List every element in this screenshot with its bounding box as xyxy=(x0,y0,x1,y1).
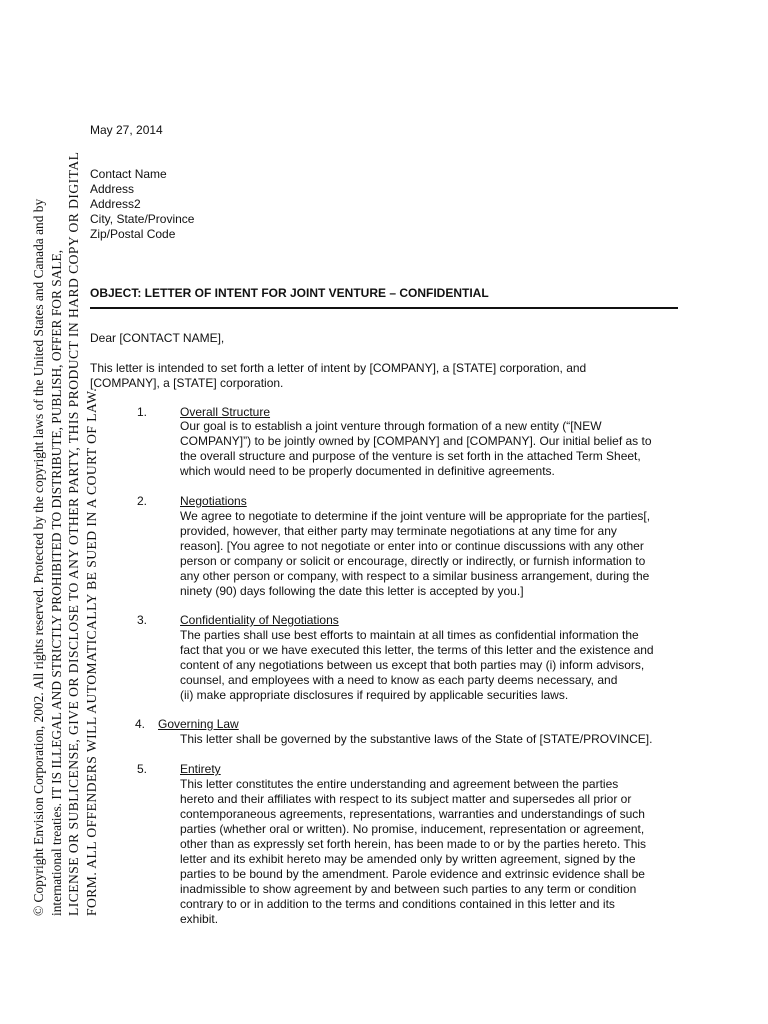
copyright-line-2: international treaties. IT IS ILLEGAL AND STRICTLY PROHIBITED TO DISTRIBUTE, PUBLISH, OFFER FOR SALE, xyxy=(48,249,64,916)
address-line: Address xyxy=(90,182,135,196)
copyright-line-4: FORM. ALL OFFENDERS WILL AUTOMATICALLY BE SUED IN A COURT OF LAW. xyxy=(83,387,99,916)
section-number: 2. xyxy=(137,494,148,508)
salutation: Dear [CONTACT NAME], xyxy=(90,331,225,345)
section-line: This letter shall be governed by the substantive laws of the State of [STATE/PROVINCE]. xyxy=(180,732,653,746)
section-line: This letter constitutes the entire understanding and agreement between the parties xyxy=(180,777,619,791)
copyright-line-1: © Copyright Envision Corporation, 2002. All rights reserved. Protected by the copyright laws of the United States and Canada and by xyxy=(31,198,46,916)
section-line: inadmissible to show agreement by and between such parties to any term or condition xyxy=(180,882,637,896)
section-line: person or company or solicit or encourage, directly or indirectly, or furnish information to xyxy=(180,554,646,568)
section-line: counsel, and employees with a need to know as each party deems necessary, and xyxy=(180,673,618,687)
section-line: reason]. [You agree to not negotiate or enter into or continue discussions with any other xyxy=(180,539,644,553)
section-line: the overall structure and purpose of the venture is set forth in the attached Term Sheet, xyxy=(180,449,641,463)
section-line: which would need to be properly documented in definitive agreements. xyxy=(180,464,555,478)
section-line: letter and its exhibit hereto may be amended only by written agreement, signed by the xyxy=(180,852,636,866)
intro-paragraph xyxy=(90,361,586,391)
section-heading: Overall Structure xyxy=(180,405,271,419)
letter-date: May 27, 2014 xyxy=(90,123,163,137)
section-number: 3. xyxy=(137,613,148,627)
section-heading: Governing Law xyxy=(158,717,239,731)
copyright-line-3: LICENSE OR SUBLICENSE, GIVE OR DISCLOSE TO ANY OTHER PARTY, THIS PRODUCT IN HARD COPY OR DIGITAL xyxy=(66,151,81,916)
section-body xyxy=(180,419,652,479)
address-line: Zip/Postal Code xyxy=(90,227,176,241)
section-body xyxy=(180,732,652,747)
section-number: 5. xyxy=(137,762,148,776)
section-line: Our goal is to establish a joint venture through formation of a new entity (“[NEW xyxy=(180,419,602,433)
section-line: parties (whether oral or written). No promise, inducement, representation or agreement, xyxy=(180,822,645,836)
section-line: (ii) make appropriate disclosures if required by applicable securities laws. xyxy=(180,688,569,702)
section-line: fact that you or we have executed this letter, the terms of this letter and the existence and xyxy=(180,643,654,657)
section-line: The parties shall use best efforts to maintain at all times as confidential information the xyxy=(180,628,639,642)
object-heading: OBJECT: LETTER OF INTENT FOR JOINT VENTURE – CONFIDENTIAL xyxy=(90,286,489,300)
section-line: ninety (90) days following the date this letter is accepted by you.] xyxy=(180,584,524,598)
address-line: Contact Name xyxy=(90,167,167,181)
section-line: contrary to or in addition to the terms and conditions contained in this letter and its xyxy=(180,897,615,911)
section-line: contemporaneous agreements, representations, warranties and understandings of such xyxy=(180,807,645,821)
section-body xyxy=(180,509,650,599)
section-body xyxy=(180,777,646,927)
section-number: 4. xyxy=(135,717,146,731)
intro-line: This letter is intended to set forth a letter of intent by [COMPANY], a [STATE] corporation, and xyxy=(90,361,587,375)
heading-rule xyxy=(90,307,678,309)
section-number: 1. xyxy=(137,405,148,419)
section-body xyxy=(180,628,654,703)
section-line: COMPANY]”) to be jointly owned by [COMPANY] and [COMPANY]. Our initial belief as to xyxy=(180,434,652,448)
section-heading: Negotiations xyxy=(180,494,247,508)
recipient-address xyxy=(90,167,194,242)
section-heading: Confidentiality of Negotiations xyxy=(180,613,339,627)
section-line: exhibit. xyxy=(180,912,219,926)
section-line: other than as expressly set forth herein, has been made to or by the parties hereto. This xyxy=(180,837,647,851)
section-heading: Entirety xyxy=(180,762,221,776)
section-line: parties to be bound by the amendment. Parole evidence and extrinsic evidence shall be xyxy=(180,867,645,881)
intro-line: [COMPANY], a [STATE] corporation. xyxy=(90,376,284,390)
address-line: Address2 xyxy=(90,197,141,211)
section-line: content of any negotiations between us except that both parties may (i) inform advisors, xyxy=(180,658,645,672)
section-line: any other person or company, with respect to a similar business arrangement, during the xyxy=(180,569,650,583)
section-line: We agree to negotiate to determine if the joint venture will be appropriate for the parties[, xyxy=(180,509,651,523)
section-line: hereto and their affiliates with respect to its subject matter and supersedes all prior or xyxy=(180,792,632,806)
section-line: provided, however, that either party may terminate negotiations at any time for any xyxy=(180,524,617,538)
address-line: City, State/Province xyxy=(90,212,195,226)
